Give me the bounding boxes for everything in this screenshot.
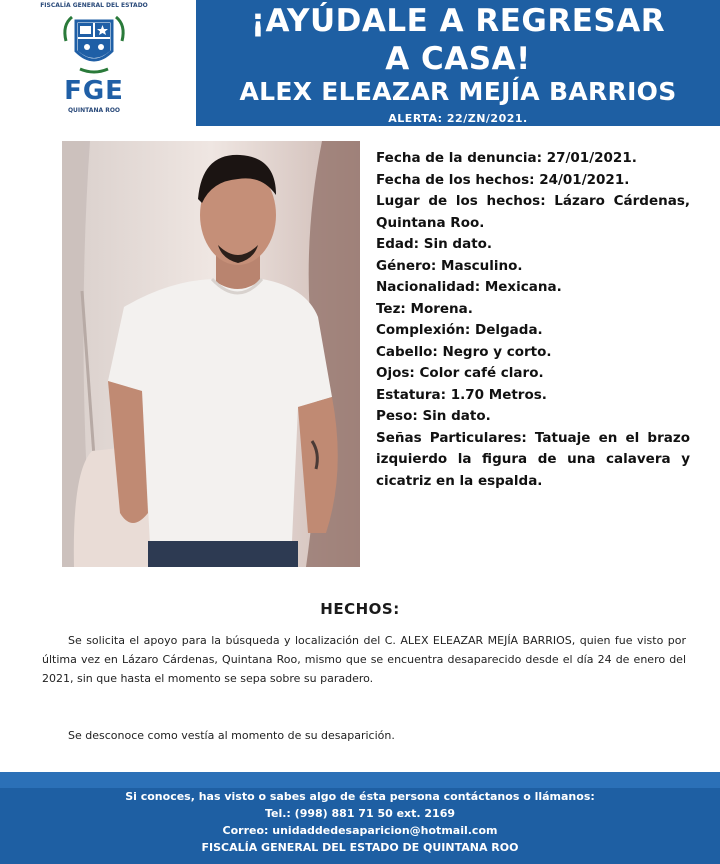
contact-footer (0, 772, 720, 864)
detail-ojos: Ojos: Color café claro. (376, 365, 544, 381)
headline-line-1: ¡AYÚDALE A REGRESAR (250, 3, 666, 39)
detail-estatura: Estatura: 1.70 Metros. (376, 386, 547, 403)
footer-email: Correo: unidaddedesaparicion@hotmail.com (222, 824, 498, 837)
header-banner (196, 0, 720, 126)
detail-tez: Tez: Morena. (376, 300, 473, 317)
detail-nacionalidad: Nacionalidad: Mexicana. (376, 279, 562, 295)
logo-top-text: FISCALÍA GENERAL DEL ESTADO (40, 2, 148, 9)
detail-fecha-denuncia: Fecha de la denuncia: 27/01/2021. (376, 150, 637, 166)
alert-code: ALERTA: 22/ZN/2021. (388, 112, 528, 125)
footer-phone: Tel.: (998) 881 71 50 ext. 2169 (264, 807, 456, 820)
footer-stripe (0, 772, 720, 788)
fge-logo (38, 0, 150, 128)
state-seal-icon (58, 11, 130, 75)
headline-line-2: A CASA! (385, 41, 531, 77)
detail-genero: Género: Masculino. (376, 257, 523, 274)
detail-lugar-hechos: Lugar de los hechos: Lázaro Cárdenas, Quintana Roo. (376, 193, 690, 231)
missing-person-photo (62, 141, 360, 567)
detail-fecha-hechos: Fecha de los hechos: 24/01/2021. (376, 171, 630, 188)
detail-complexion: Complexión: Delgada. (376, 322, 543, 338)
logo-acronym: FGE (64, 76, 124, 106)
logo-state-text: QUINTANA ROO (67, 107, 121, 114)
missing-person-name: ALEX ELEAZAR MEJÍA BARRIOS (239, 77, 677, 106)
detail-senas-particulares: Señas Particulares: Tatuaje en el brazo izquierdo la figura de una calavera y cicatriz en la espalda. (376, 429, 690, 489)
hechos-heading: HECHOS: (320, 600, 400, 618)
hechos-paragraph-1: Se solicita el apoyo para la búsqueda y localización del C. ALEX ELEAZAR MEJÍA BARRIOS, quien fue visto por última vez en Lázaro Cárdenas, Quintana Roo, mismo que se encuentra desaparecido desde el día 24 de enero del 2021, sin que hasta el momento se sepa sobre su paradero. (42, 634, 686, 685)
detail-edad: Edad: Sin dato. (376, 236, 493, 252)
detail-peso: Peso: Sin dato. (376, 408, 491, 424)
footer-call-to-action: Si conoces, has visto o sabes algo de ésta persona contáctanos o llámanos: (125, 790, 595, 803)
detail-cabello: Cabello: Negro y corto. (376, 343, 552, 360)
hechos-paragraph-2: Se desconoce como vestía al momento de su desaparición. (68, 729, 395, 742)
footer-agency: FISCALÍA GENERAL DEL ESTADO DE QUINTANA ROO (201, 841, 519, 854)
person-details (376, 148, 690, 492)
